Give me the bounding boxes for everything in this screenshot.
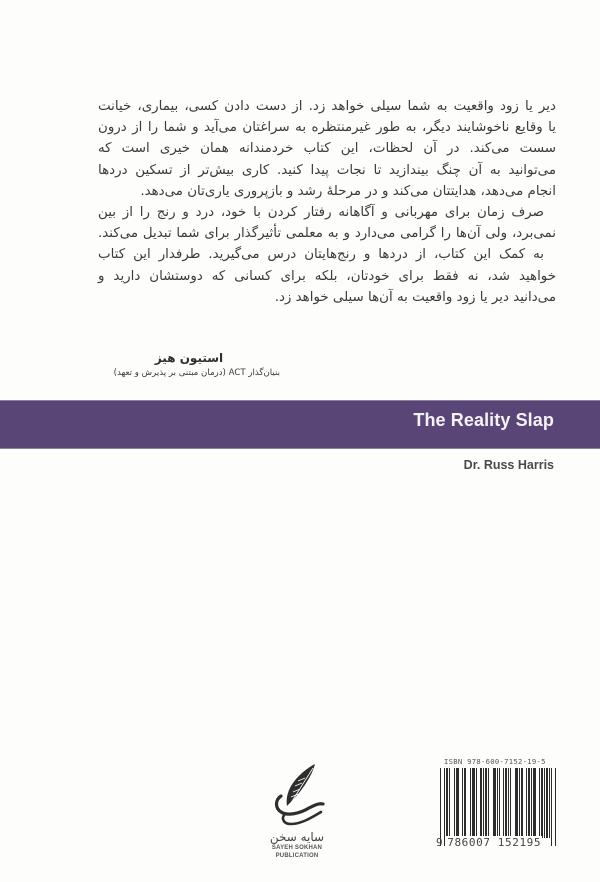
publisher-name-fa: سایه سخن [269,830,325,844]
feather-quill-icon [267,762,327,828]
blurb-line: یا وقایع ناخوشایند دیگر، به طور غیرمنتظره به سراغتان می‌آید و شما را از درون [98,120,556,136]
publisher-logo [252,762,342,872]
barcode-first-digit: 9 [436,836,444,849]
author-name: Dr. Russ Harris [463,458,554,472]
blurb-line: می‌توانید به آن چنگ بیندازید تا نجات پیدا کنید. کاری بیش‌تر از تسکین دردها [98,162,556,178]
blurb-line: خواهید شد، نه فقط برای خودتان، بلکه برای کسانی که دوستشان دارید و [98,268,556,284]
barcode-digit-groups: 786007 152195 [447,836,542,849]
title-band [0,400,600,449]
blurb-text [98,96,556,308]
isbn-barcode [436,757,564,859]
blurb-line: می‌دانید دیر یا زود واقعیت به آن‌ها سیلی خواهد زد. [274,289,556,305]
barcode-digits [436,836,564,849]
blurb-line: دیر یا زود واقعیت به شما سیلی خواهد زد. از دست دادن کسی، بیماری، خیانت [98,99,556,114]
blurb-line: به کمک این کتاب، از دردها و رنج‌هایتان درس می‌گیرید. طرفدار این کتاب [98,247,544,263]
endorser-title: بنیان‌گذار ACT (درمان مبتنی بر پذیرش و تعهد) [113,368,280,378]
isbn-label: ISBN 978-600-7152-19-5 [444,757,546,766]
endorsement-signature [113,350,280,380]
blurb-line: نمی‌برد، ولی آن‌ها را گرامی می‌دارد و به معلمی تأثیرگذار برای شما تبدیل می‌کند. [98,226,556,242]
blurb-line: صرف زمان برای مهربانی و آگاهانه رفتار کردن با خود، درد و رنج را از بین [98,204,544,220]
endorser-name: استیون هیز [154,351,224,365]
book-title: The Reality Slap [413,410,554,430]
publisher-name-en-2: PUBLICATION [275,853,319,859]
blurb-line: انجام می‌دهد، هدایتتان می‌کند و در مرحلهٔ رشد و بازپروری یاری‌تان می‌دهد. [140,183,556,199]
publisher-name-en: SAYEH SOKHAN [271,845,323,851]
barcode-bars [440,768,564,846]
blurb-line: سست می‌کند. در آن لحظات، این کتاب خردمندانه همان خیری است که [98,141,556,157]
